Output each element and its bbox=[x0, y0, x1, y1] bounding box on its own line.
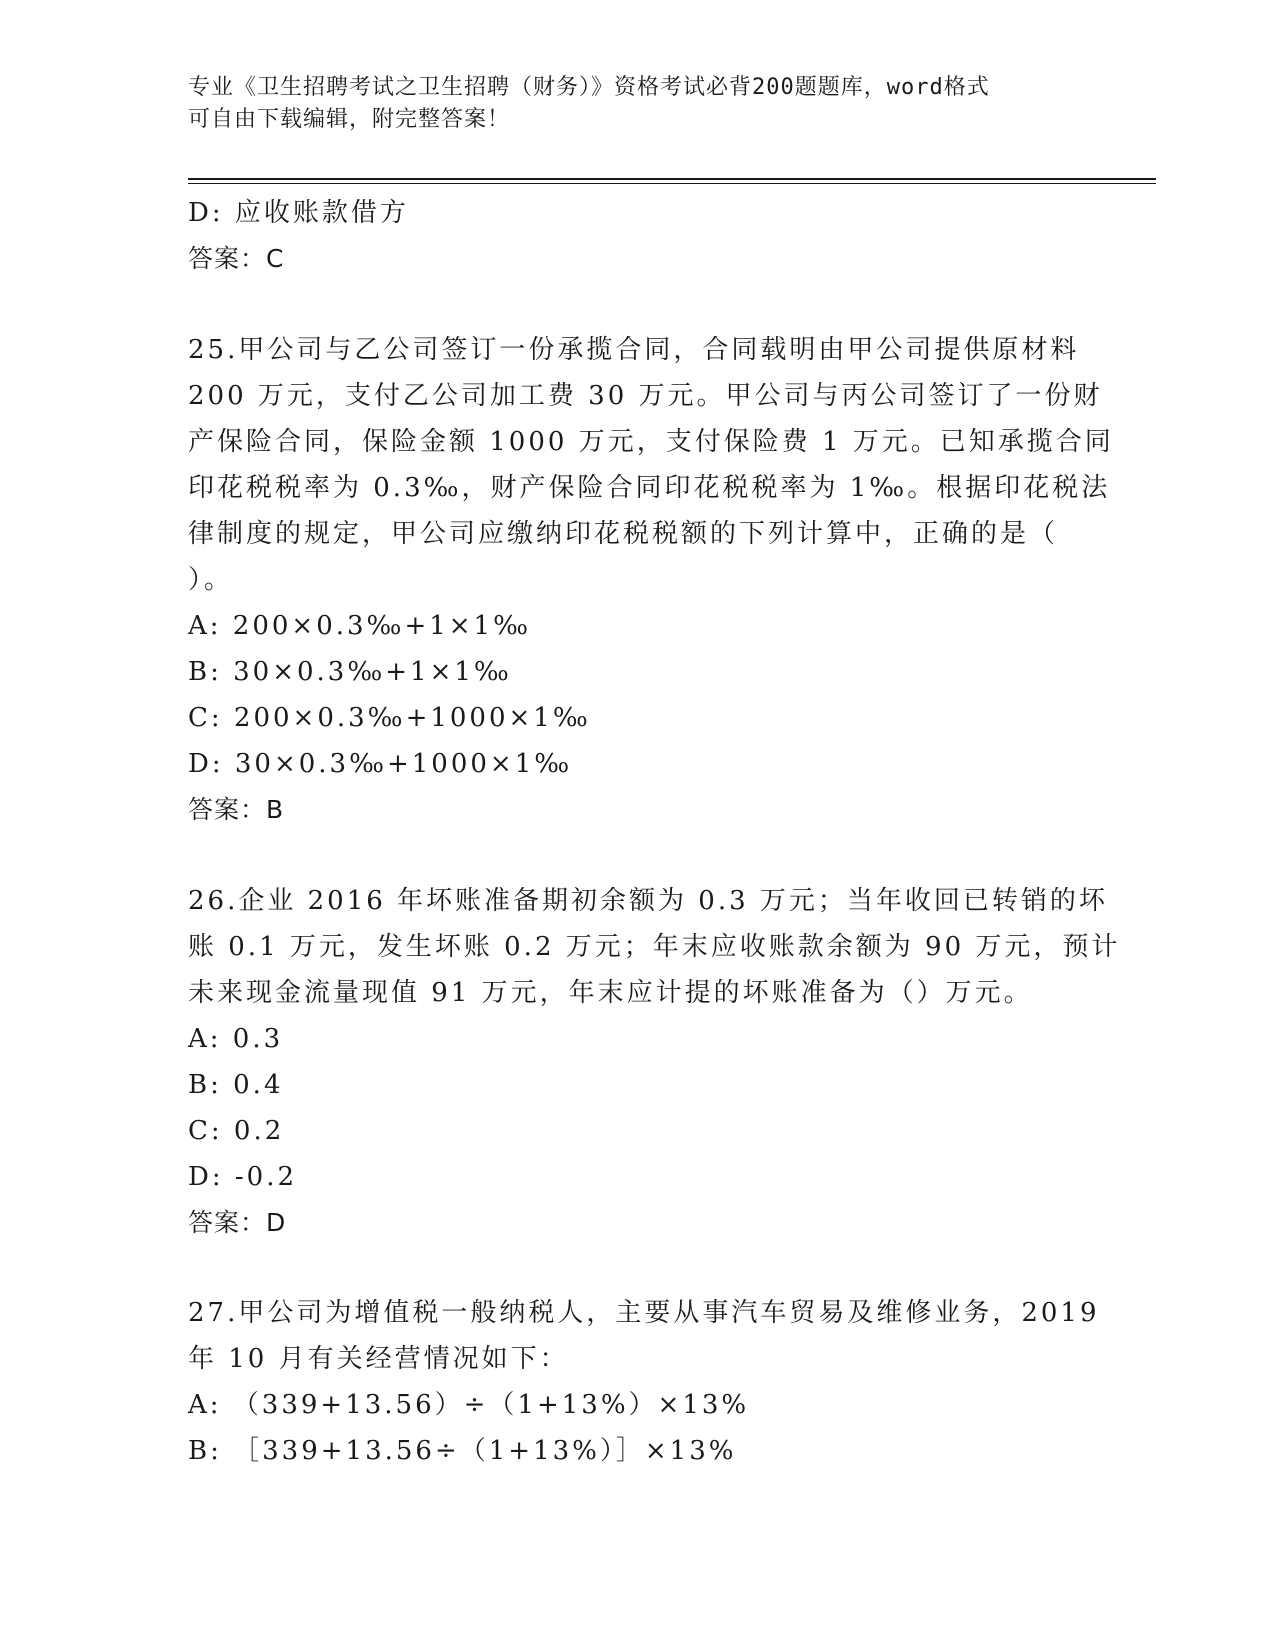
option-b: B: 30×0.3‰+1×1‰ bbox=[188, 657, 512, 687]
question-text-line: 账 0.1 万元，发生坏账 0.2 万元；年末应收账款余额为 90 万元，预计 bbox=[188, 932, 1121, 962]
question-text-line: 27.甲公司为增值税一般纳税人，主要从事汽车贸易及维修业务，2019 bbox=[188, 1298, 1100, 1328]
question-text-line: 产保险合同，保险金额 1000 万元，支付保险费 1 万元。已知承揽合同 bbox=[188, 427, 1114, 457]
question-text-line: 印花税税率为 0.3‰，财产保险合同印花税税率为 1‰。根据印花税法 bbox=[188, 473, 1111, 503]
header-divider bbox=[188, 178, 1156, 180]
question-25 bbox=[188, 327, 1114, 833]
option-d: D: -0.2 bbox=[188, 1162, 298, 1192]
header-line-2: 可自由下载编辑，附完整答案！ bbox=[188, 107, 511, 132]
option-a: A: 200×0.3‰+1×1‰ bbox=[188, 611, 531, 641]
page-content bbox=[188, 190, 1121, 1474]
option-b: B: 0.4 bbox=[188, 1070, 284, 1100]
question-text-line: 未来现金流量现值 91 万元，年末应计提的坏账准备为（）万元。 bbox=[188, 978, 1033, 1008]
question-text-line: 200 万元，支付乙公司加工费 30 万元。甲公司与丙公司签订了一份财 bbox=[188, 381, 1103, 411]
question-text-line: ）。 bbox=[188, 565, 234, 595]
answer-label: 答案：C bbox=[188, 244, 285, 273]
option-c: C: 200×0.3‰+1000×1‰ bbox=[188, 703, 591, 733]
document-header bbox=[188, 72, 1088, 136]
question-text-line: 25.甲公司与乙公司签订一份承揽合同，合同载明由甲公司提供原材料 bbox=[188, 335, 1080, 365]
question-26 bbox=[188, 878, 1121, 1246]
question-text-line: 26.企业 2016 年坏账准备期初余额为 0.3 万元；当年收回已转销的坏 bbox=[188, 886, 1108, 916]
header-line-1: 专业《卫生招聘考试之卫生招聘（财务）》资格考试必背200题题库，word格式 bbox=[188, 75, 990, 100]
option-a: A: 0.3 bbox=[188, 1024, 284, 1054]
answer-label: 答案：B bbox=[188, 795, 285, 824]
question-27 bbox=[188, 1290, 1100, 1474]
header-divider-thin bbox=[188, 183, 1156, 184]
answer-label: 答案：D bbox=[188, 1208, 287, 1237]
option-a: A: （339+13.56）÷（1+13%）×13% bbox=[188, 1390, 750, 1420]
option-b: B: ［339+13.56÷（1+13%）］×13% bbox=[188, 1436, 737, 1466]
option-d: D: 30×0.3‰+1000×1‰ bbox=[188, 749, 573, 779]
option-d: D: 应收账款借方 bbox=[188, 198, 409, 228]
question-text-line: 年 10 月有关经营情况如下： bbox=[188, 1344, 569, 1374]
option-c: C: 0.2 bbox=[188, 1116, 285, 1146]
question-text-line: 律制度的规定，甲公司应缴纳印花税税额的下列计算中，正确的是（ bbox=[188, 519, 1059, 549]
